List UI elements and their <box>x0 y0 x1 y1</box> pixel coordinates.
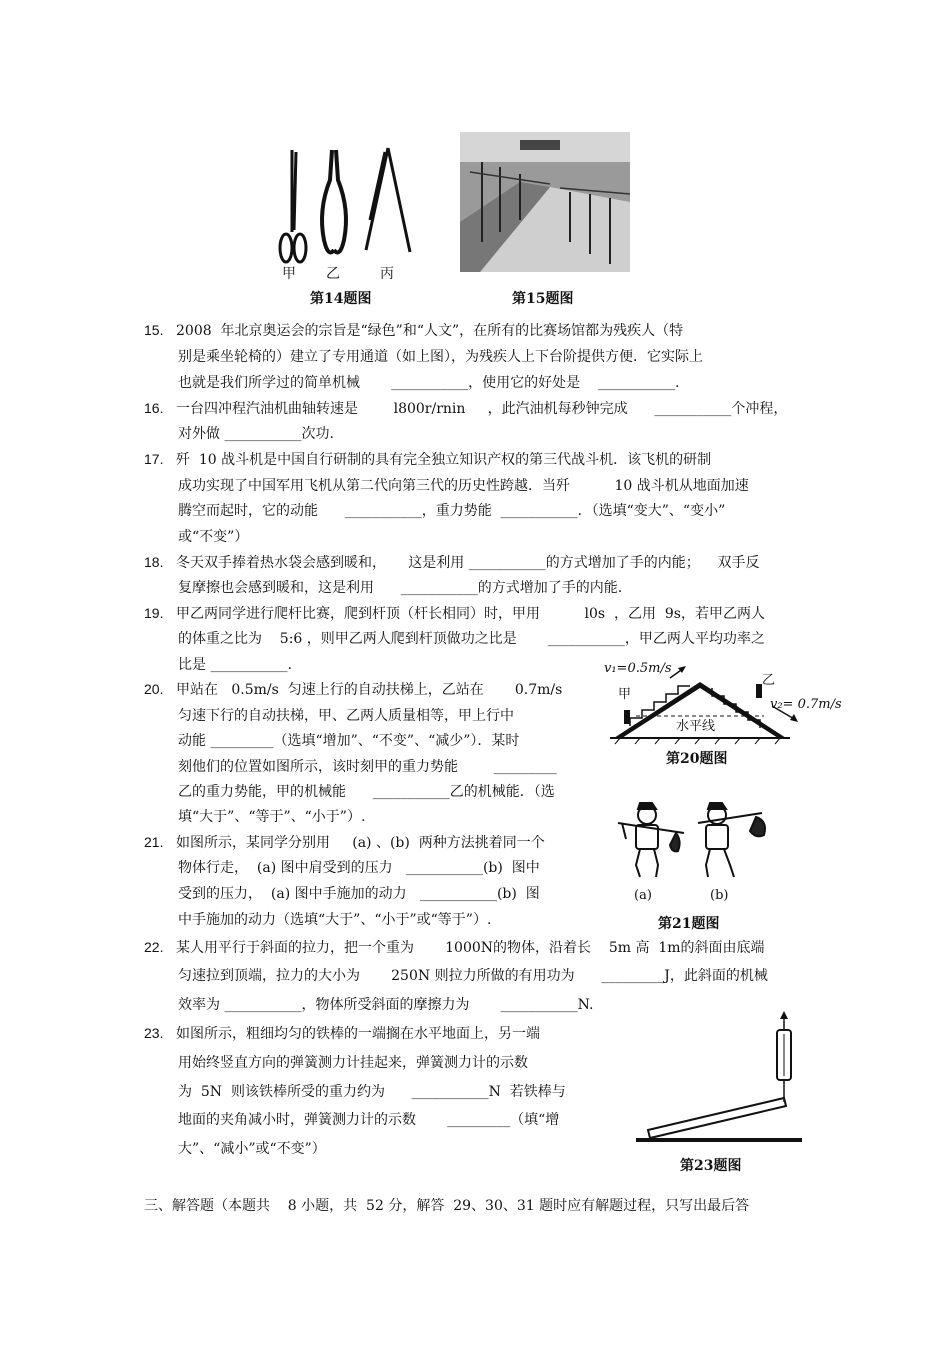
fig14-label-jia: 甲 <box>282 266 296 282</box>
q19-number: 19. <box>144 605 164 621</box>
q20-line-4: 刻他们的位置如图所示，该时刻甲的重力势能 _________ <box>178 759 557 775</box>
fig20-jia: 甲 <box>618 687 632 702</box>
figure-21 <box>612 795 782 905</box>
fig20-yi: 乙 <box>762 673 776 688</box>
carrying-kids-illustration <box>612 795 782 890</box>
q20-line-3: 动能 _________（选填“增加”、“不变”、“减少”）．某时 <box>178 733 520 749</box>
q21-number: 21. <box>144 834 164 850</box>
fig14-caption: 第14题图 <box>310 291 372 307</box>
ramp-photo-illustration <box>460 132 630 272</box>
fig14-label-bing: 丙 <box>380 266 394 282</box>
q19-line-1: 甲乙两同学进行爬杆比赛，爬到杆顶（杆长相同）时，甲用 l0s ，乙用 9s，若甲乙两人 <box>176 606 765 622</box>
q15-number: 15. <box>144 322 164 338</box>
q20-line-6: 填“大于”、“等于”、“小于”）. <box>178 809 366 825</box>
q18-line-2: 复摩擦也会感到暖和，这是利用 ___________的方式增加了手的内能. <box>178 580 623 596</box>
q18-line-1: 冬天双手捧着热水袋会感到暖和， 这是利用 ___________的方式增加了手的内能； 双手反 <box>176 555 760 571</box>
q15-line-2: 别是乘坐轮椅的）建立了专用通道（如上图），为残疾人上下台阶提供方便．它实际上 <box>178 349 703 365</box>
fig21-label-a: (a) <box>634 888 652 903</box>
q23-line-5: 大”、“减小”或“不变”） <box>178 1141 326 1157</box>
q20-number: 20. <box>144 681 164 697</box>
q21-line-1: 如图所示，某同学分别用 (a) 、(b) 两种方法挑着同一个 <box>176 835 545 851</box>
q21-line-3: 受到的压力， (a) 图中手施加的动力 ___________(b) 图 <box>178 886 540 902</box>
q18-number: 18. <box>144 554 164 570</box>
q23-line-3: 为 5N 则该铁棒所受的重力约为 ___________N 若铁棒与 <box>178 1084 566 1100</box>
q16-number: 16. <box>144 400 164 416</box>
q17-line-1: 歼 10 战斗机是中国自行研制的具有完全独立知识产权的第三代战斗机．该飞机的研制 <box>176 452 712 468</box>
q21-line-4: 中手施加的动力（选填“大于”、“小于”或“等于”）. <box>178 912 492 928</box>
tools-illustration <box>270 140 420 275</box>
fig21-label-b: (b) <box>710 888 729 903</box>
q15-line-3: 也就是我们所学过的简单机械 ___________，使用它的好处是 ___________. <box>178 375 680 391</box>
q22-line-1: 某人用平行于斜面的拉力，把一个重为 1000N的物体，沿着长 5m 高 1m的斜面由底端 <box>176 940 765 956</box>
section-3-heading: 三、解答题（本题共 8 小题，共 52 分，解答 29、30、31 题时应有解题过程，只写出最后答 <box>144 1198 750 1214</box>
q21-line-2: 物体行走， (a) 图中肩受到的压力 ___________(b) 图中 <box>178 860 540 876</box>
q22-line-3: 效率为 ___________，物体所受斜面的摩擦力为 ___________N. <box>178 997 594 1013</box>
fig14-label-yi: 乙 <box>326 266 340 282</box>
figure-14 <box>270 140 420 290</box>
rod-spring-scale-diagram <box>630 1010 810 1150</box>
figure-15-photo <box>460 132 630 272</box>
q15-line-1: 2008 年北京奥运会的宗旨是“绿色”和“人文”，在所有的比赛场馆都为残疾人（特 <box>176 323 684 339</box>
q23-line-2: 用始终竖直方向的弹簧测力计挂起来，弹簧测力计的示数 <box>178 1055 528 1071</box>
q20-line-2: 匀速下行的自动扶梯，甲、乙两人质量相等，甲上行中 <box>178 708 514 724</box>
fig21-caption: 第21题图 <box>658 916 720 932</box>
fig20-horizon: 水平线 <box>676 719 716 734</box>
q22-line-2: 匀速拉到顶端，拉力的大小为 250N 则拉力所做的有用功为 _________J，此斜面的机械 <box>178 968 768 984</box>
fig20-v2: v₂= 0.7m/s <box>770 697 842 712</box>
figure-23 <box>630 1010 810 1150</box>
fig20-caption: 第20题图 <box>666 751 728 767</box>
q19-line-2: 的体重之比为 5:6 ，则甲乙两人爬到杆顶做功之比是 ___________，甲乙两人平均功率之 <box>178 631 765 647</box>
q17-line-2: 成功实现了中国军用飞机从第二代向第三代的历史性跨越．当歼 10 战斗机从地面加速 <box>178 478 749 494</box>
fig23-caption: 第23题图 <box>680 1158 742 1174</box>
q20-line-1: 甲站在 0.5m/s 匀速上行的自动扶梯上，乙站在 0.7m/s <box>176 682 563 698</box>
q17-line-4: 或“不变”） <box>178 529 249 545</box>
fig20-v1: v₁=0.5m/s <box>604 661 672 676</box>
q19-line-3: 比是 ___________. <box>178 657 292 673</box>
q16-line-2: 对外做 ___________次功. <box>178 426 334 442</box>
q23-line-4: 地面的夹角减小时，弹簧测力计的示数 _________（填“增 <box>178 1112 560 1128</box>
q20-line-5: 乙的重力势能，甲的机械能 ___________乙的机械能．（选 <box>178 784 555 800</box>
q23-number: 23. <box>144 1025 164 1041</box>
q22-number: 22. <box>144 939 164 955</box>
q16-line-1: 一台四冲程汽油机曲轴转速是 l800r/rnin ，此汽油机每秒钟完成 ___________个冲程， <box>176 401 788 417</box>
fig15-caption: 第15题图 <box>512 291 574 307</box>
q23-line-1: 如图所示，粗细均匀的铁棒的一端搁在水平地面上，另一端 <box>176 1026 540 1042</box>
q17-number: 17. <box>144 451 164 467</box>
q17-line-3: 腾空而起时，它的动能 ___________，重力势能 ___________．（选填“变大”、“变小” <box>178 503 726 519</box>
